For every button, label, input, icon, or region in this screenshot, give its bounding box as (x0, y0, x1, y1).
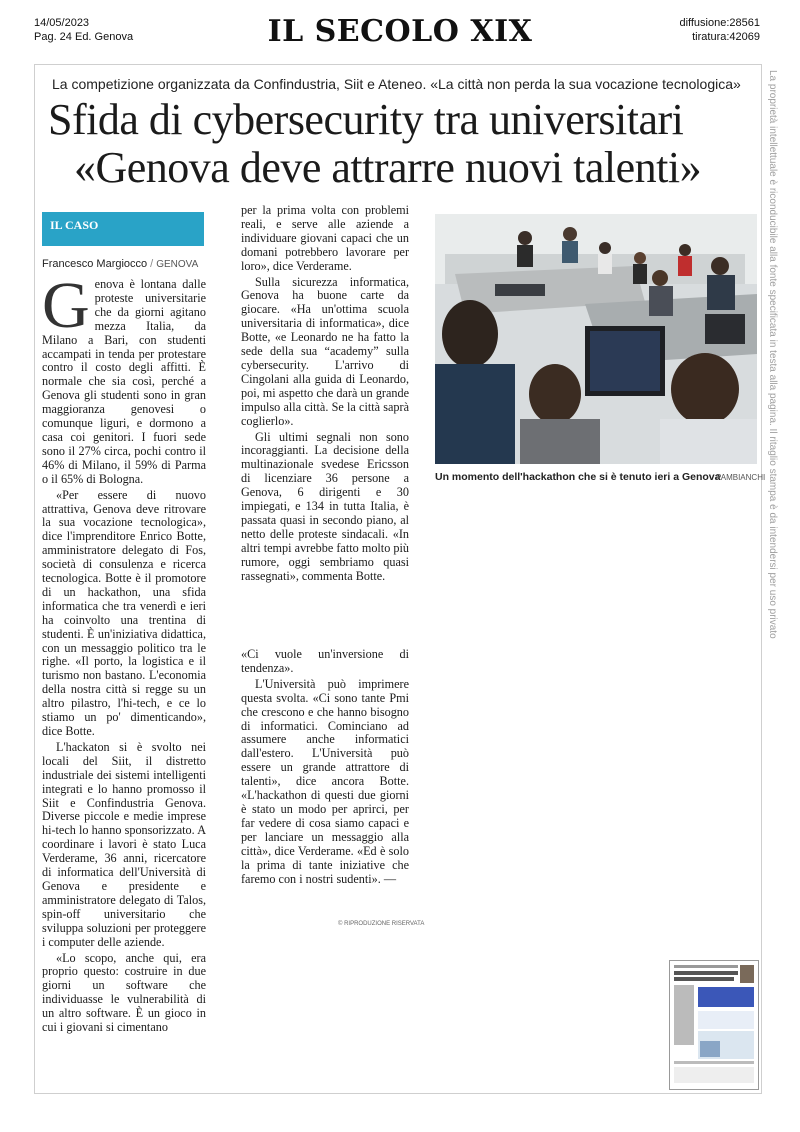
paragraph: «Lo scopo, anche qui, era proprio questo: costruire in due giorni un software che individuasse le vulnerabilità di un altro software. È un gioco in cui i giovani si cimentano (42, 950, 206, 1035)
headline-line-2: «Genova deve attrarre nuovi talenti» (74, 143, 702, 192)
photo-credit: PAMBIANCHI (716, 473, 766, 482)
section-tag: IL CASO (42, 212, 204, 246)
paragraph: «Per essere di nuovo attrattiva, Genova deve ritrovare la sua vocazione tecnologica», dice l'imprenditore Enrico Botte, amministratore delegato di Fos, società di consulenza e ricerca tecnologica. Botte è il promotore di un hackathon, una sfida informatica che tra venerdì e ieri ha coinvolto una trentina di studenti. È un'iniziativa didattica, con un messaggio politico tra le righe. «Il porto, la logistica e il turismo non bastano. L'economia della nostra città si regge su un altro pilastro, l'hi-tech, e ce lo stiamo un po' dimenticando», dice Botte. (42, 487, 206, 738)
article-kicker: La competizione organizzata da Confindustria, Siit e Ateneo. «La città non perda la sua vocazione tecnologica» (52, 76, 741, 92)
headline-line-1: Sfida di cybersecurity tra universitari (48, 95, 684, 144)
drop-cap: G (42, 269, 90, 342)
paragraph: per la prima volta con problemi reali, e serve alle aziende a individuare giovani capaci che un domani potrebbero lavorare per loro», dice Verderame. (241, 203, 409, 273)
reproduction-notice: © RIPRODUZIONE RISERVATA (338, 921, 425, 927)
page-edition: Pag. 24 Ed. Genova (34, 31, 134, 43)
photo-caption: Un momento dell'hackathon che si è tenuto ieri a Genova (435, 471, 721, 483)
byline: Francesco Margiocco / GENOVA (42, 258, 199, 270)
copyright-side-note: La proprietà intellettuale è riconducibile alla fonte specificata in testa alla pagina. Il ritaglio stampa è da intendersi per uso privato (767, 70, 778, 639)
paragraph: Gli ultimi segnali non sono incoraggianti. La decisione della multinazionale svedese Ericsson di licenziare 36 persone a Genova, 6 dirigenti e 30 impiegati, e 134 in tutta Italia, è passata quasi in secondo piano, al netto delle proteste sindacali. «In altri tempi avrebbe fatto molto più rumore, oggi sembriamo quasi rassegnati», commenta Botte. (241, 429, 409, 583)
byline-city: GENOVA (156, 259, 199, 270)
article-column-2 (241, 204, 409, 585)
page-thumbnail (669, 960, 759, 1090)
diffusione: diffusione:28561 (679, 17, 760, 29)
paragraph: Genova è lontana dalle proteste universitarie che da giorni agitano mezza Italia, da Milano a Bari, con studenti accampati in tenda per protestare contro il costo degli affitti. È normale che sia così, perché a Genova gli studenti sono in gran maggioranza genovesi o comunque liguri, e dormono a casa coi genitori. I fuori sede sono il 27% circa, pochi contro il 46% di Milano, il 59% di Parma o il 65% di Bologna. (42, 269, 206, 486)
paragraph: «Ci vuole un'inversione di tendenza». (241, 647, 409, 675)
article-column-2-continued (241, 648, 409, 888)
paragraph: L'Università può imprimere questa svolta. «Ci sono tante Pmi che crescono e che hanno bisogno di informatici. Cominciano ad assumere anche informatici dall'estero. L'Università può essere un grande attrattore di talenti», dice ancora Botte. «L'hackathon di questi due giorni è stato un modo per aprirci, per far vedere di cosa siamo capaci e per lanciare un messaggio alla città», dice Verderame. «Ed è solo la prima di tante iniziative che faremo con i nostri sudenti». — (241, 676, 409, 886)
paragraph: Sulla sicurezza informatica, Genova ha buone carte da giocare. «Ha un'ottima scuola universitaria di informatica», dice Botte, «e Leonardo ne ha fatto la sede della sua “academy” sulla cybersecurity. L'arrivo di Cingolani alla guida di Leonardo, poi, mi aspetto che darà un grande impulso alla città. Se la città saprà coglierlo». (241, 274, 409, 428)
thumbnail-illustration (670, 961, 758, 1089)
clip-header-right (679, 16, 760, 44)
publication-date: 14/05/2023 (34, 17, 90, 29)
author-name: Francesco Margiocco (42, 258, 148, 270)
photo-illustration (435, 214, 757, 464)
newspaper-masthead: IL SECOLO XIX (267, 14, 533, 49)
hackathon-photo (435, 214, 757, 464)
article-column-1 (42, 269, 206, 1037)
tiratura: tiratura:42069 (692, 31, 760, 43)
paragraph: L'hackaton si è svolto nei locali del Siit, il distretto industriale dei sistemi intelligenti integrati e lo hanno promosso il Siit e Confindustria Genova. Diverse piccole e medie imprese hi-tech lo hanno sponsorizzato. A coordinare i lavori è stato Luca Verderame, 36 anni, ricercatore di informatica dell'Università di Genova e presidente e amministratore delegato di Talos, spin-off universitario che sviluppa soluzioni per proteggere i computer delle aziende. (42, 739, 206, 949)
